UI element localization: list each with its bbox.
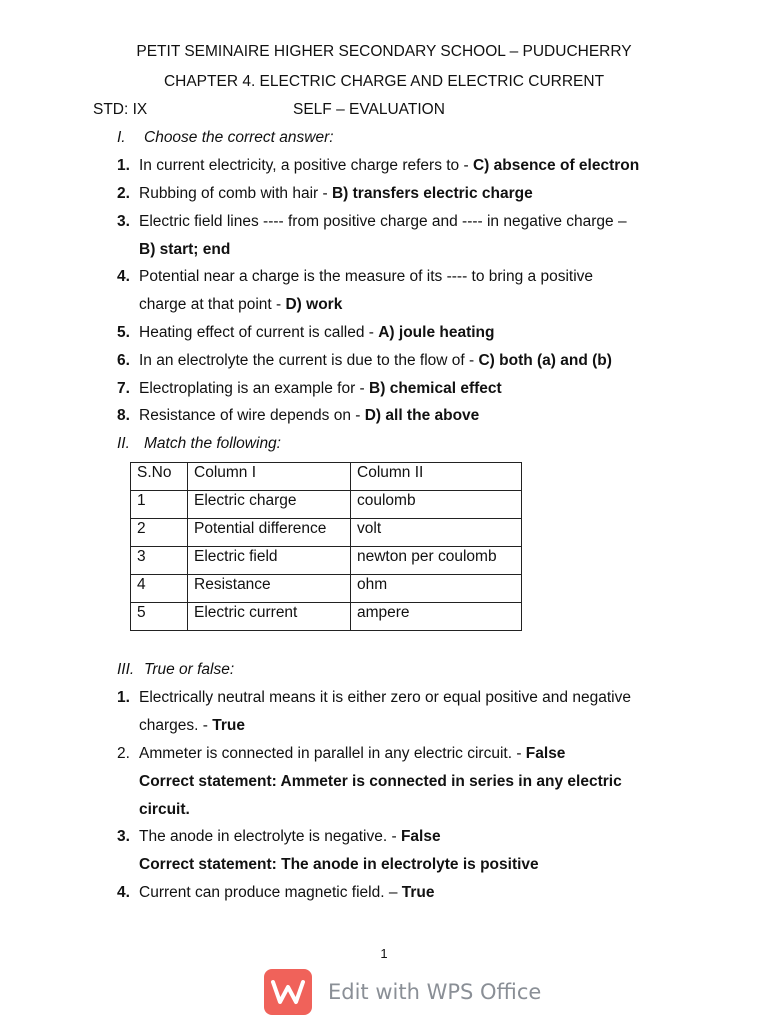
answer: False — [400, 828, 441, 845]
q-number: 6. — [117, 352, 130, 369]
section2-numeral: II. — [117, 435, 130, 452]
table-cell: ampere — [351, 603, 522, 631]
wps-edit-label[interactable]: Edit with WPS Office — [328, 980, 542, 1004]
answer: B) chemical effect — [369, 380, 502, 397]
table-cell: 3 — [131, 547, 188, 575]
tf-number: 3. — [117, 828, 130, 845]
question-item: Heating effect of current is called - A) joule heating — [139, 324, 495, 341]
question-item: Potential near a charge is the measure of its ---- to bring a positive — [139, 268, 594, 285]
answer: True — [401, 884, 435, 901]
answer: C) absence of electron — [472, 157, 640, 174]
section1-numeral: I. — [117, 129, 126, 146]
tf-statement: Ammeter is connected in parallel in any electric circuit. - False — [139, 745, 566, 762]
tf-number: 2. — [117, 745, 130, 762]
correct-statement-continuation: circuit. — [139, 801, 190, 818]
tf-continuation: charges. - True — [139, 717, 245, 734]
table-row — [131, 519, 522, 547]
wps-logo-icon — [264, 969, 312, 1015]
table-row — [131, 575, 522, 603]
section1-heading: Choose the correct answer: — [144, 129, 334, 146]
question-item: Electric field lines ---- from positive charge and ---- in negative charge – — [139, 213, 627, 230]
q-number: 5. — [117, 324, 130, 341]
answer: A) joule heating — [378, 324, 495, 341]
answer: True — [212, 717, 245, 734]
table-cell: volt — [351, 519, 522, 547]
table-cell: Potential difference — [188, 519, 351, 547]
table-cell: Electric current — [188, 603, 351, 631]
answer: B) start; end — [139, 241, 231, 258]
answer: B) transfers electric charge — [331, 185, 533, 202]
wps-edit-banner[interactable] — [264, 967, 541, 1017]
question-item: Resistance of wire depends on - D) all the above — [139, 407, 480, 424]
question-item: In an electrolyte the current is due to the flow of - C) both (a) and (b) — [139, 352, 612, 369]
question-item: Electroplating is an example for - B) chemical effect — [139, 380, 502, 397]
evaluation-label: SELF – EVALUATION — [293, 101, 445, 118]
table-cell: Electric charge — [188, 491, 351, 519]
correct-statement: Correct statement: Ammeter is connected in series in any electric — [139, 773, 622, 790]
section2-heading: Match the following: — [144, 435, 281, 452]
match-table — [130, 462, 522, 631]
table-cell: 2 — [131, 519, 188, 547]
column-header: Column I — [188, 463, 351, 491]
table-header-row — [131, 463, 522, 491]
q-number: 1. — [117, 157, 130, 174]
answer: C) both (a) and (b) — [478, 352, 612, 369]
q-number: 2. — [117, 185, 130, 202]
column-header: Column II — [351, 463, 522, 491]
answer: D) all the above — [364, 407, 480, 424]
question-item: Rubbing of comb with hair - B) transfers electric charge — [139, 185, 533, 202]
page-number: 1 — [380, 946, 388, 961]
tf-statement: Current can produce magnetic field. – True — [139, 884, 435, 901]
school-title: PETIT SEMINAIRE HIGHER SECONDARY SCHOOL – PUDUCHERRY — [136, 43, 632, 60]
answer: False — [525, 745, 566, 762]
table-row — [131, 603, 522, 631]
column-header: S.No — [131, 463, 188, 491]
q-number: 7. — [117, 380, 130, 397]
table-cell: ohm — [351, 575, 522, 603]
answer: D) work — [285, 296, 343, 313]
q-number: 4. — [117, 268, 130, 285]
tf-statement: Electrically neutral means it is either zero or equal positive and negative — [139, 689, 631, 706]
section3-numeral: III. — [117, 661, 135, 678]
question-continuation: charge at that point - D) work — [139, 296, 343, 313]
question-item: In current electricity, a positive charge refers to - C) absence of electron — [139, 157, 640, 174]
table-row — [131, 491, 522, 519]
tf-number: 4. — [117, 884, 130, 901]
tf-number: 1. — [117, 689, 130, 706]
table-cell: Resistance — [188, 575, 351, 603]
table-cell: 5 — [131, 603, 188, 631]
table-cell: coulomb — [351, 491, 522, 519]
std-label: STD: IX — [93, 101, 148, 118]
q-number: 3. — [117, 213, 130, 230]
q-number: 8. — [117, 407, 130, 424]
table-cell: Electric field — [188, 547, 351, 575]
section3-heading: True or false: — [144, 661, 235, 678]
table-cell: 1 — [131, 491, 188, 519]
table-row — [131, 547, 522, 575]
chapter-title: CHAPTER 4. ELECTRIC CHARGE AND ELECTRIC CURRENT — [163, 73, 605, 90]
correct-statement: Correct statement: The anode in electrolyte is positive — [139, 856, 539, 873]
tf-statement: The anode in electrolyte is negative. - False — [139, 828, 441, 845]
table-cell: newton per coulomb — [351, 547, 522, 575]
table-cell: 4 — [131, 575, 188, 603]
